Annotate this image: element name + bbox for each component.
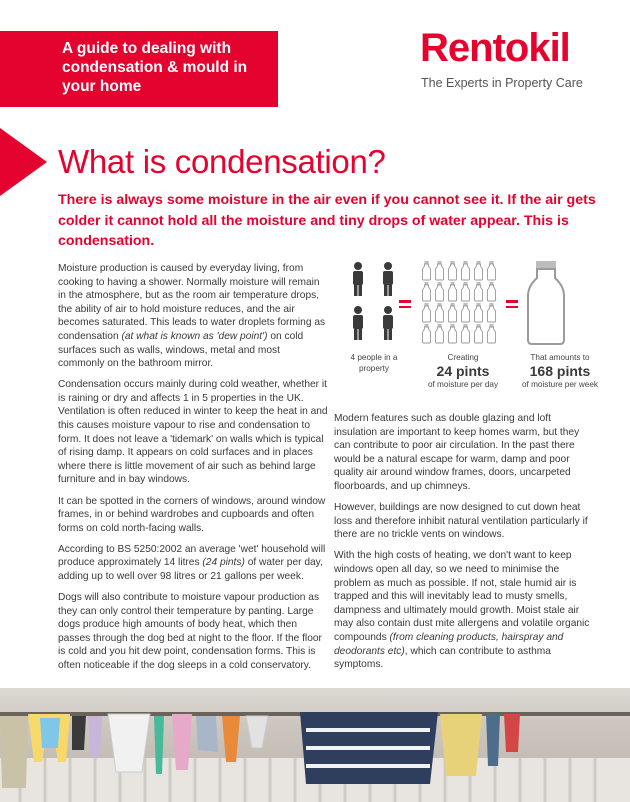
paragraph-bs5250: According to BS 5250:2002 an average 'wet' household will produce approximately 14 litres (24 pints) of water per day, adding up to well over 98 litres or 21 gallons per week. — [58, 543, 326, 582]
rentokil-logo: Rentokil — [420, 26, 570, 70]
paragraph-modern-features: Modern features such as double glazing and loft insulation are important to keep homes warm, but they can contribute to poor air circulation. In the past there would be a natural escape for warm, damp and poor quality air around window frames, doors, uncarpeted floorboards, and up chimneys. — [334, 413, 580, 492]
paragraph-moisture-production: Moisture production is caused by everyday living, from cooking to having a shower. Normally moisture will remain in the atmosphere, but as the room air temperature drops, the ability of air to hold moisture reduces, and the air becomes saturated. This leads to water droplets forming as condensation (at what is known as 'dew point') on cold surfaces such as walls, windows, metal and most commonly on the bathroom mirror. — [58, 263, 326, 370]
paragraph-where-spotted: It can be spotted in the corners of windows, around window frames, in or behind wardrobes and cupboards and often forms on cold north-facing walls. — [58, 495, 326, 534]
creating-label: Creating — [447, 353, 479, 362]
right-column — [334, 412, 592, 679]
lead-paragraph: There is always some moisture in the air even if you cannot see it. If the air gets colder it cannot hold all the moisture and tiny drops of water appear. This is condensation. — [58, 192, 596, 249]
daily-moisture-stat — [418, 352, 508, 390]
page-title: What is condensation? — [58, 143, 386, 180]
people-caption: 4 people in a property — [350, 353, 398, 373]
weekly-unit: of moisture per week — [522, 380, 598, 389]
laundry-illustration — [0, 688, 630, 802]
red-arrow-icon — [0, 128, 47, 196]
amounts-label: That amounts to — [530, 353, 590, 362]
equals-icon — [506, 300, 518, 308]
paragraph-dogs: Dogs will also contribute to moisture vapour production as they can only control their temperature by panting. Large dogs produce high amounts of body heat, which then passes through the dog bed at night to the floor. If the floor is cold and you hit dew point, condensation forms. This is often noticeable if the dog sleeps in a cold conservatory. — [58, 592, 322, 672]
weekly-amount: 168 pints — [529, 363, 591, 379]
paragraph-heating-costs: With the high costs of heating, we don't want to keep windows open all day, so we need to minimise the problem as much as possible. If not, stale humid air is trapped and this will inevitably lead to musty smells, dampness and ultimately mould growth. Moist stale air may also contain dust mite allergens and volatile organic compounds (from cleaning products, hairspray and deodorants etc), which can contribute to asthma symptoms. — [334, 550, 590, 671]
paragraph-building-design: However, buildings are now designed to cut down heat loss and therefore inhibit natural ventilation particularly if there are no trickle vents on windows. — [334, 502, 588, 541]
daily-unit: of moisture per day — [427, 380, 499, 389]
small-bottles-icon — [420, 260, 506, 346]
moisture-infographic — [340, 258, 630, 398]
large-bottle-icon — [526, 260, 566, 346]
guide-title: A guide to dealing with condensation & mould in your home — [62, 40, 248, 95]
equals-icon — [399, 300, 411, 308]
paragraph-cold-weather: Condensation occurs mainly during cold weather, whether it is raining or dry and affects 1 in 5 properties in the UK. Ventilation is often reduced in winter to keep the heat in and this causes moisture vapour to rise and condensation to form. It does not leave a 'tidemark' on walls which is typical of rising damp. It appears on cold surfaces and in places where there is little movement of air such as behind large furniture and in bay windows. — [58, 379, 328, 486]
logo-tagline: The Experts in Property Care — [421, 76, 583, 90]
weekly-moisture-stat — [510, 352, 610, 390]
left-column — [58, 262, 328, 680]
laundry-radiator-photo — [0, 688, 630, 802]
daily-amount: 24 pints — [436, 363, 490, 379]
